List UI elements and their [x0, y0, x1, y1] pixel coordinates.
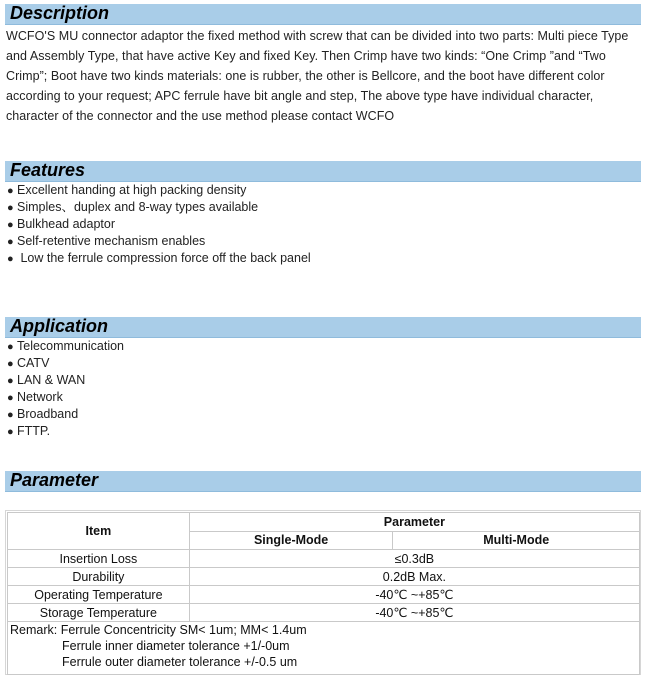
features-header — [5, 161, 641, 182]
feature-text: Excellent handing at high packing density — [17, 183, 247, 197]
list-item — [7, 250, 311, 267]
application-text: Broadband — [17, 407, 79, 421]
bullet-icon: ● — [7, 341, 14, 353]
item-header: Item — [8, 513, 190, 550]
list-item — [7, 233, 311, 250]
bullet-icon: ● — [7, 375, 14, 387]
table-header-row — [8, 513, 640, 532]
table-row — [8, 550, 640, 568]
application-header — [5, 317, 641, 338]
feature-text: Self-retentive mechanism enables — [17, 234, 206, 248]
table-row — [8, 604, 640, 622]
description-text: WCFO'S MU connector adaptor the fixed method with screw that can be divided into two parts: Multi piece Type and Assembly Type, that have active Key and fixed Key. Then Crimp have two kinds: “One Crimp ”and “Two Crimp”; Boot have two kinds materials: one is rubber, the other is Bellcore, and the boot have different color according to your request; APC ferrule have bit angle and step, The above type have individual character, character of the connector and the use method please contact WCFO — [6, 29, 629, 123]
bullet-icon: ● — [7, 185, 14, 197]
parameter-table — [7, 512, 640, 675]
remark-row — [8, 622, 640, 675]
row-item: Operating Temperature — [8, 586, 190, 604]
table-row — [8, 568, 640, 586]
remark-cell — [8, 622, 640, 675]
row-item: Storage Temperature — [8, 604, 190, 622]
parameter-header-cell: Parameter — [189, 513, 639, 532]
table-row — [8, 586, 640, 604]
list-item — [7, 372, 124, 389]
multi-mode-header: Multi-Mode — [393, 531, 640, 550]
application-text: Telecommunication — [17, 339, 124, 353]
parameter-title: Parameter — [10, 470, 99, 490]
description-title: Description — [10, 3, 110, 23]
application-text: LAN & WAN — [17, 373, 86, 387]
list-item — [7, 216, 311, 233]
application-text: FTTP. — [17, 424, 51, 438]
bullet-icon: ● — [7, 426, 14, 438]
application-list — [7, 338, 124, 440]
remark-line-2: Ferrule inner diameter tolerance +1/-0um — [62, 639, 290, 653]
row-value: -40℃ ~+85℃ — [189, 604, 639, 622]
bullet-icon: ● — [7, 409, 14, 421]
application-title: Application — [10, 316, 108, 336]
list-item — [7, 199, 311, 216]
list-item — [7, 182, 311, 199]
remark-line-3: Ferrule outer diameter tolerance +/-0.5 um — [62, 655, 298, 669]
feature-text: Bulkhead adaptor — [17, 217, 115, 231]
row-item: Insertion Loss — [8, 550, 190, 568]
feature-text: Simples、duplex and 8-way types available — [17, 200, 259, 214]
row-value: -40℃ ~+85℃ — [189, 586, 639, 604]
row-value: ≤0.3dB — [189, 550, 639, 568]
bullet-icon: ● — [7, 358, 14, 370]
list-item — [7, 389, 124, 406]
bullet-icon: ● — [7, 253, 14, 265]
single-mode-header: Single-Mode — [189, 531, 393, 550]
features-title: Features — [10, 160, 86, 180]
bullet-icon: ● — [7, 202, 14, 214]
bullet-icon: ● — [7, 236, 14, 248]
bullet-icon: ● — [7, 392, 14, 404]
application-text: CATV — [17, 356, 50, 370]
description-header — [5, 4, 641, 25]
feature-text: Low the ferrule compression force off the back panel — [17, 251, 311, 265]
list-item — [7, 355, 124, 372]
list-item — [7, 406, 124, 423]
list-item — [7, 338, 124, 355]
row-item: Durability — [8, 568, 190, 586]
parameter-header — [5, 471, 641, 492]
features-list — [7, 182, 311, 267]
bullet-icon: ● — [7, 219, 14, 231]
row-value: 0.2dB Max. — [189, 568, 639, 586]
remark-line-1: Remark: Ferrule Concentricity SM< 1um; MM< 1.4um — [10, 623, 307, 637]
application-text: Network — [17, 390, 63, 404]
list-item — [7, 423, 124, 440]
